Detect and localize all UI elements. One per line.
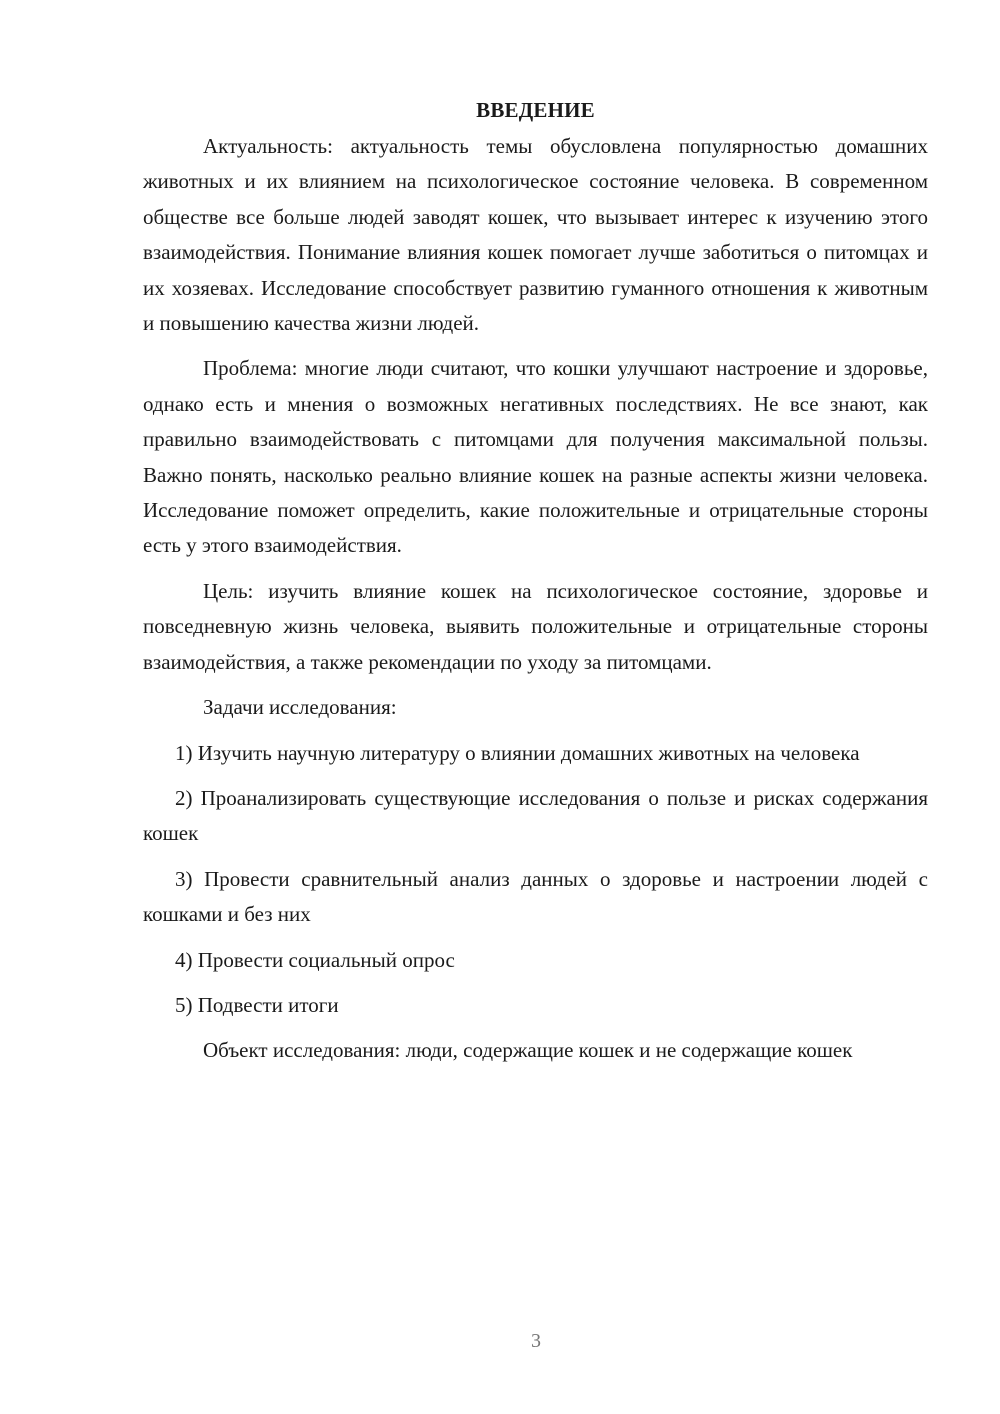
- paragraph-relevance: Актуальность: актуальность темы обусловлена популярностью домашних животных и их влиянием на психологическое состояние человека. В современном обществе все больше людей заводят кошек, что вызывает интерес к изучению этого взаимодействия. Понимание влияния кошек помогает лучше заботиться о питомцах и их хозяевах. Исследование способствует развитию гуманного отношения к животным и повышению качества жизни людей.: [143, 134, 928, 336]
- task-item-1: 1) Изучить научную литературу о влиянии домашних животных на человека: [175, 740, 860, 765]
- paragraph-problem: Проблема: многие люди считают, что кошки улучшают настроение и здоровье, однако есть и мнения о возможных негативных последствиях. Не все знают, как правильно взаимодействовать с питомцами для получения максимальной пользы. Важно понять, насколько реально влияние кошек на разные аспекты жизни человека. Исследование поможет определить, какие положительные и отрицательные стороны есть у этого взаимодействия.: [143, 356, 928, 558]
- task-item-2: 2) Проанализировать существующие исследования о пользе и рисках содержания кошек: [143, 785, 928, 846]
- paragraph-object: Объект исследования: люди, содержащие кошек и не содержащие кошек: [203, 1038, 853, 1063]
- page-number: 3: [531, 1330, 541, 1352]
- task-item-3: 3) Провести сравнительный анализ данных о здоровье и настроении людей с кошками и без них: [143, 866, 928, 927]
- task-item-5: 5) Подвести итоги: [175, 992, 339, 1017]
- paragraph-tasks-heading: Задачи исследования:: [203, 695, 397, 720]
- paragraph-goal: Цель: изучить влияние кошек на психологическое состояние, здоровье и повседневную жизнь человека, выявить положительные и отрицательные стороны взаимодействия, а также рекомендации по уходу за питомцами.: [143, 578, 928, 674]
- document-page: [143, 92, 928, 1079]
- page-title: ВВЕДЕНИЕ: [476, 98, 595, 122]
- task-item-4: 4) Провести социальный опрос: [175, 947, 455, 972]
